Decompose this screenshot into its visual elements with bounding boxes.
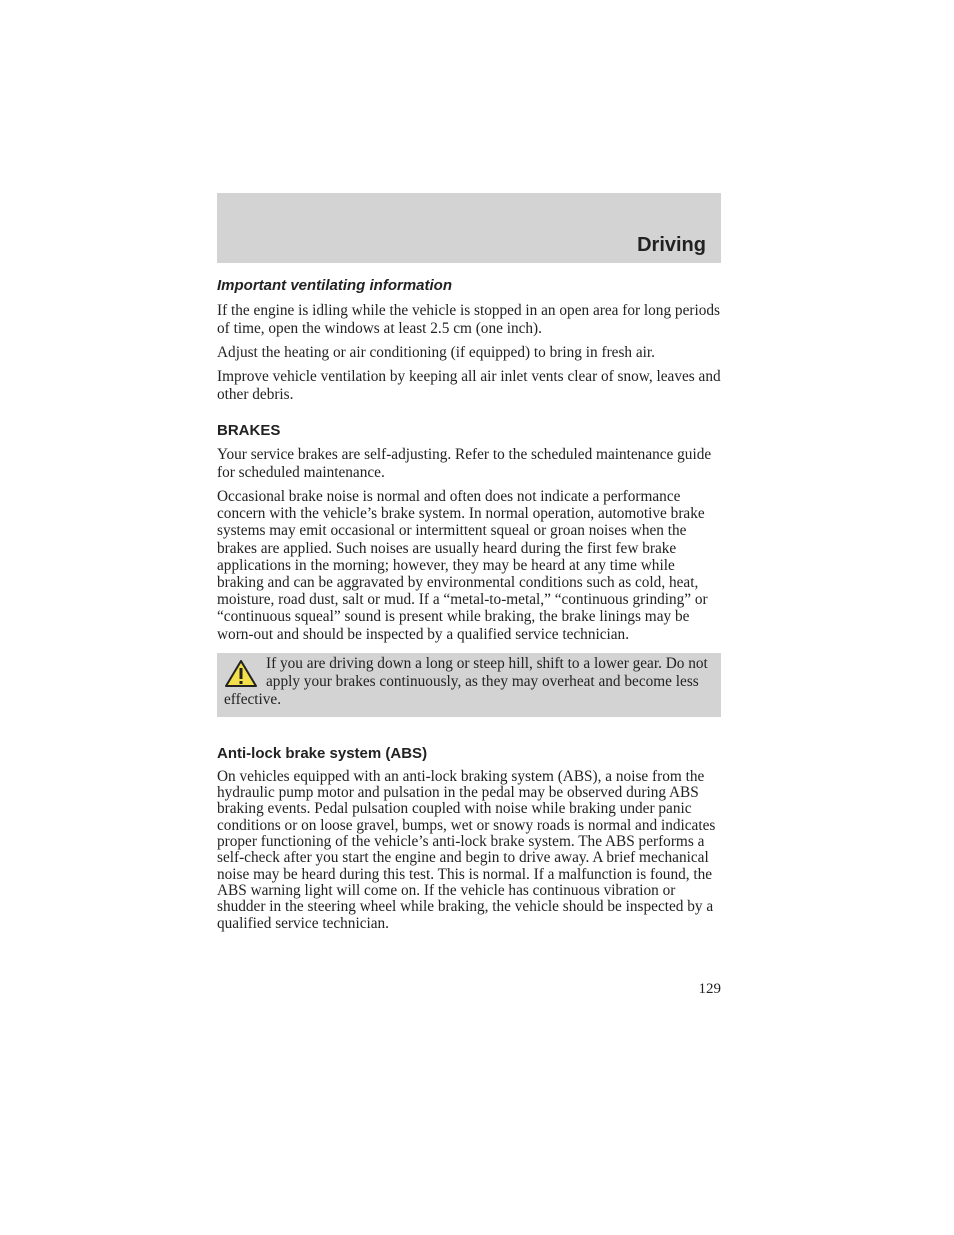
ventilating-paragraph-1: If the engine is idling while the vehicle is stopped in an open area for long periods of time, open the windows at least 2.5 cm (one inch). — [217, 302, 720, 337]
section-title: Driving — [637, 234, 706, 256]
abs-paragraph: On vehicles equipped with an anti-lock braking system (ABS), a noise from the hydraulic pump motor and pulsation in the pedal may be observed during ABS braking events. Pedal pulsation coupled with noise while braking under panic conditions or on loose gravel, bumps, wet or snowy roads is normal and indicates proper functioning of the vehicle’s anti-lock brake system. The ABS performs a self-check after you start the engine and begin to drive away. A brief mechanical noise may be heard during this test. This is normal. If a malfunction is found, the ABS warning light will come on. If the vehicle has continuous vibration or shudder in the steering wheel while braking, the vehicle should be inspected by a qualified service technician. — [217, 767, 716, 932]
ventilating-heading: Important ventilating information — [217, 277, 452, 294]
brakes-paragraph-2: Occasional brake noise is normal and often does not indicate a performance concern with the vehicle’s brake system. In normal operation, automotive brake systems may emit occasional or intermittent squeal or groan noises when the brakes are applied. Such noises are usually heard during the first few brake applications in the morning; however, they may be heard at any time while braking and can be aggravated by environmental conditions such as cold, heat, moisture, road dust, salt or mud. If a “metal-to-metal,” “continuous grinding” or “continuous squeal” sound is present while braking, the brake linings may be worn-out and should be inspected by a qualified service technician. — [217, 488, 708, 643]
brakes-paragraph-1: Your service brakes are self-adjusting. Refer to the scheduled maintenance guide for scheduled maintenance. — [217, 446, 712, 481]
page-content — [217, 276, 721, 938]
ventilating-paragraph-2: Adjust the heating or air conditioning (if equipped) to bring in fresh air. — [217, 344, 655, 361]
warning-box — [217, 653, 721, 717]
warning-triangle-icon — [224, 659, 258, 689]
brakes-heading: BRAKES — [217, 422, 281, 439]
ventilating-paragraph-3: Improve vehicle ventilation by keeping all air inlet vents clear of snow, leaves and other debris. — [217, 368, 721, 403]
warning-text: If you are driving down a long or steep hill, shift to a lower gear. Do not apply your brakes continuously, as they may overheat and become less effective. — [224, 654, 708, 708]
abs-heading: Anti-lock brake system (ABS) — [217, 744, 428, 762]
page-number: 129 — [698, 981, 721, 997]
section-header-band — [217, 193, 721, 263]
